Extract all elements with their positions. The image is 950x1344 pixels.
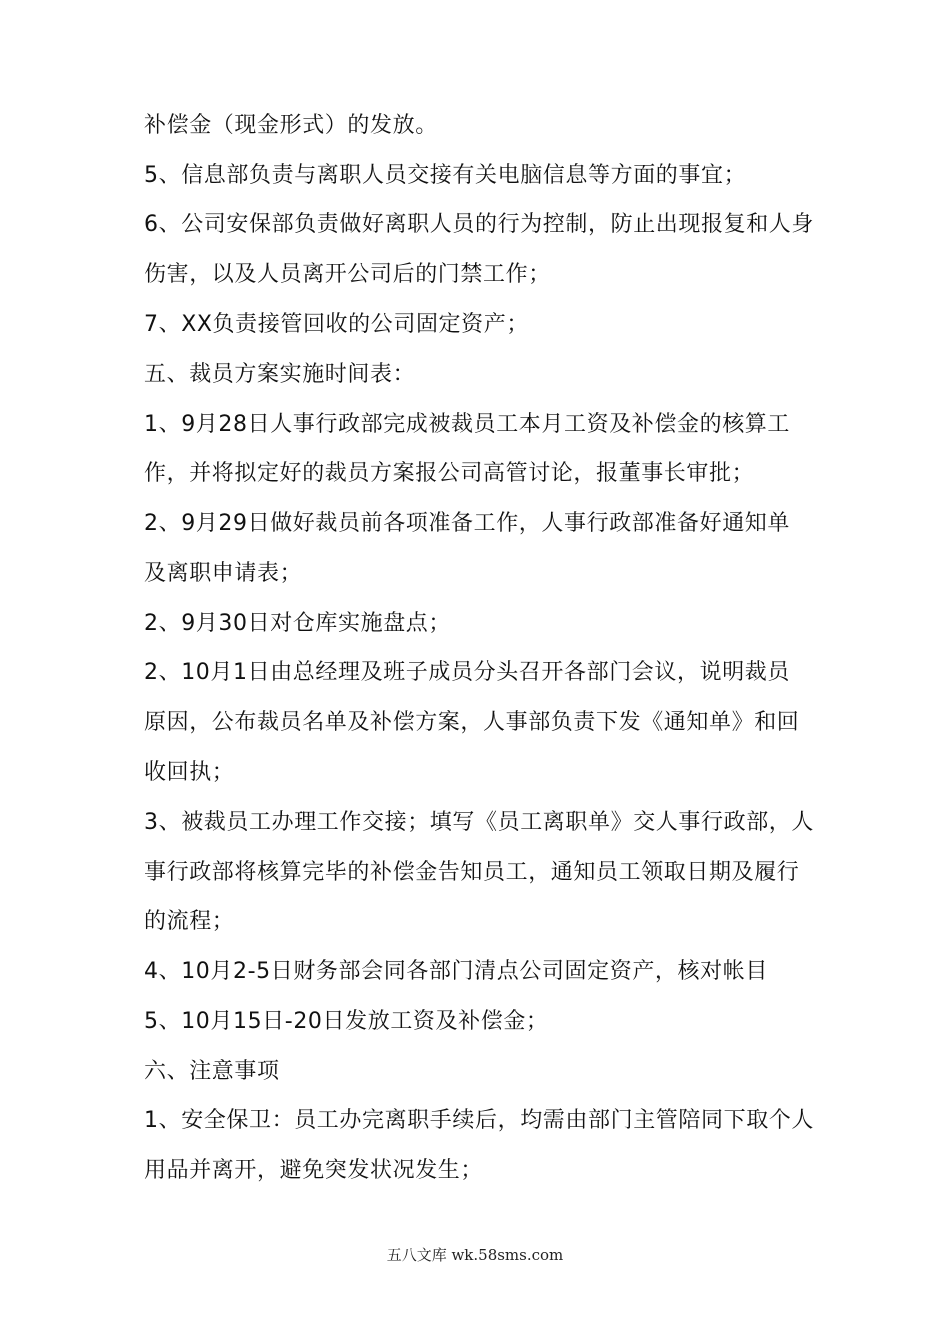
- text-line: 伤害，以及人员离开公司后的门禁工作；: [144, 262, 551, 287]
- text-line: 1、9月28日人事行政部完成被裁员工本月工资及补偿金的核算工: [144, 412, 790, 437]
- text-line: 5、10月15日-20日发放工资及补偿金；: [144, 1009, 549, 1034]
- text-line: 补偿金（现金形式）的发放。: [144, 113, 438, 138]
- text-line: 6、公司安保部负责做好离职人员的行为控制，防止出现报复和人身: [144, 212, 814, 237]
- text-line: 7、XX负责接管回收的公司固定资产；: [144, 312, 529, 337]
- text-line: 及离职申请表；: [144, 561, 303, 586]
- text-line: 作，并将拟定好的裁员方案报公司高管讨论，报董事长审批；: [144, 461, 755, 486]
- text-line: 的流程；: [144, 909, 235, 934]
- text-line: 事行政部将核算完毕的补偿金告知员工，通知员工领取日期及履行: [144, 860, 800, 885]
- text-line: 3、被裁员工办理工作交接；填写《员工离职单》交人事行政部，人: [144, 810, 814, 835]
- text-line: 2、10月1日由总经理及班子成员分头召开各部门会议，说明裁员: [144, 660, 790, 685]
- text-line: 2、9月29日做好裁员前各项准备工作，人事行政部准备好通知单: [144, 511, 790, 536]
- text-line: 用品并离开，避免突发状况发生；: [144, 1158, 484, 1183]
- section-heading: 六、注意事项: [144, 1059, 280, 1084]
- text-line: 原因，公布裁员名单及补偿方案，人事部负责下发《通知单》和回: [144, 710, 800, 735]
- text-line: 5、信息部负责与离职人员交接有关电脑信息等方面的事宜；: [144, 163, 747, 188]
- text-line: 2、9月30日对仓库实施盘点；: [144, 611, 451, 636]
- section-heading: 五、裁员方案实施时间表：: [144, 362, 416, 387]
- text-line: 1、安全保卫：员工办完离职手续后，均需由部门主管陪同下取个人: [144, 1108, 814, 1133]
- text-line: 4、10月2-5日财务部会同各部门清点公司固定资产，核对帐目: [144, 959, 768, 984]
- text-line: 收回执；: [144, 760, 235, 785]
- footer-watermark: 五八文库 wk.58sms.com: [386, 1246, 564, 1264]
